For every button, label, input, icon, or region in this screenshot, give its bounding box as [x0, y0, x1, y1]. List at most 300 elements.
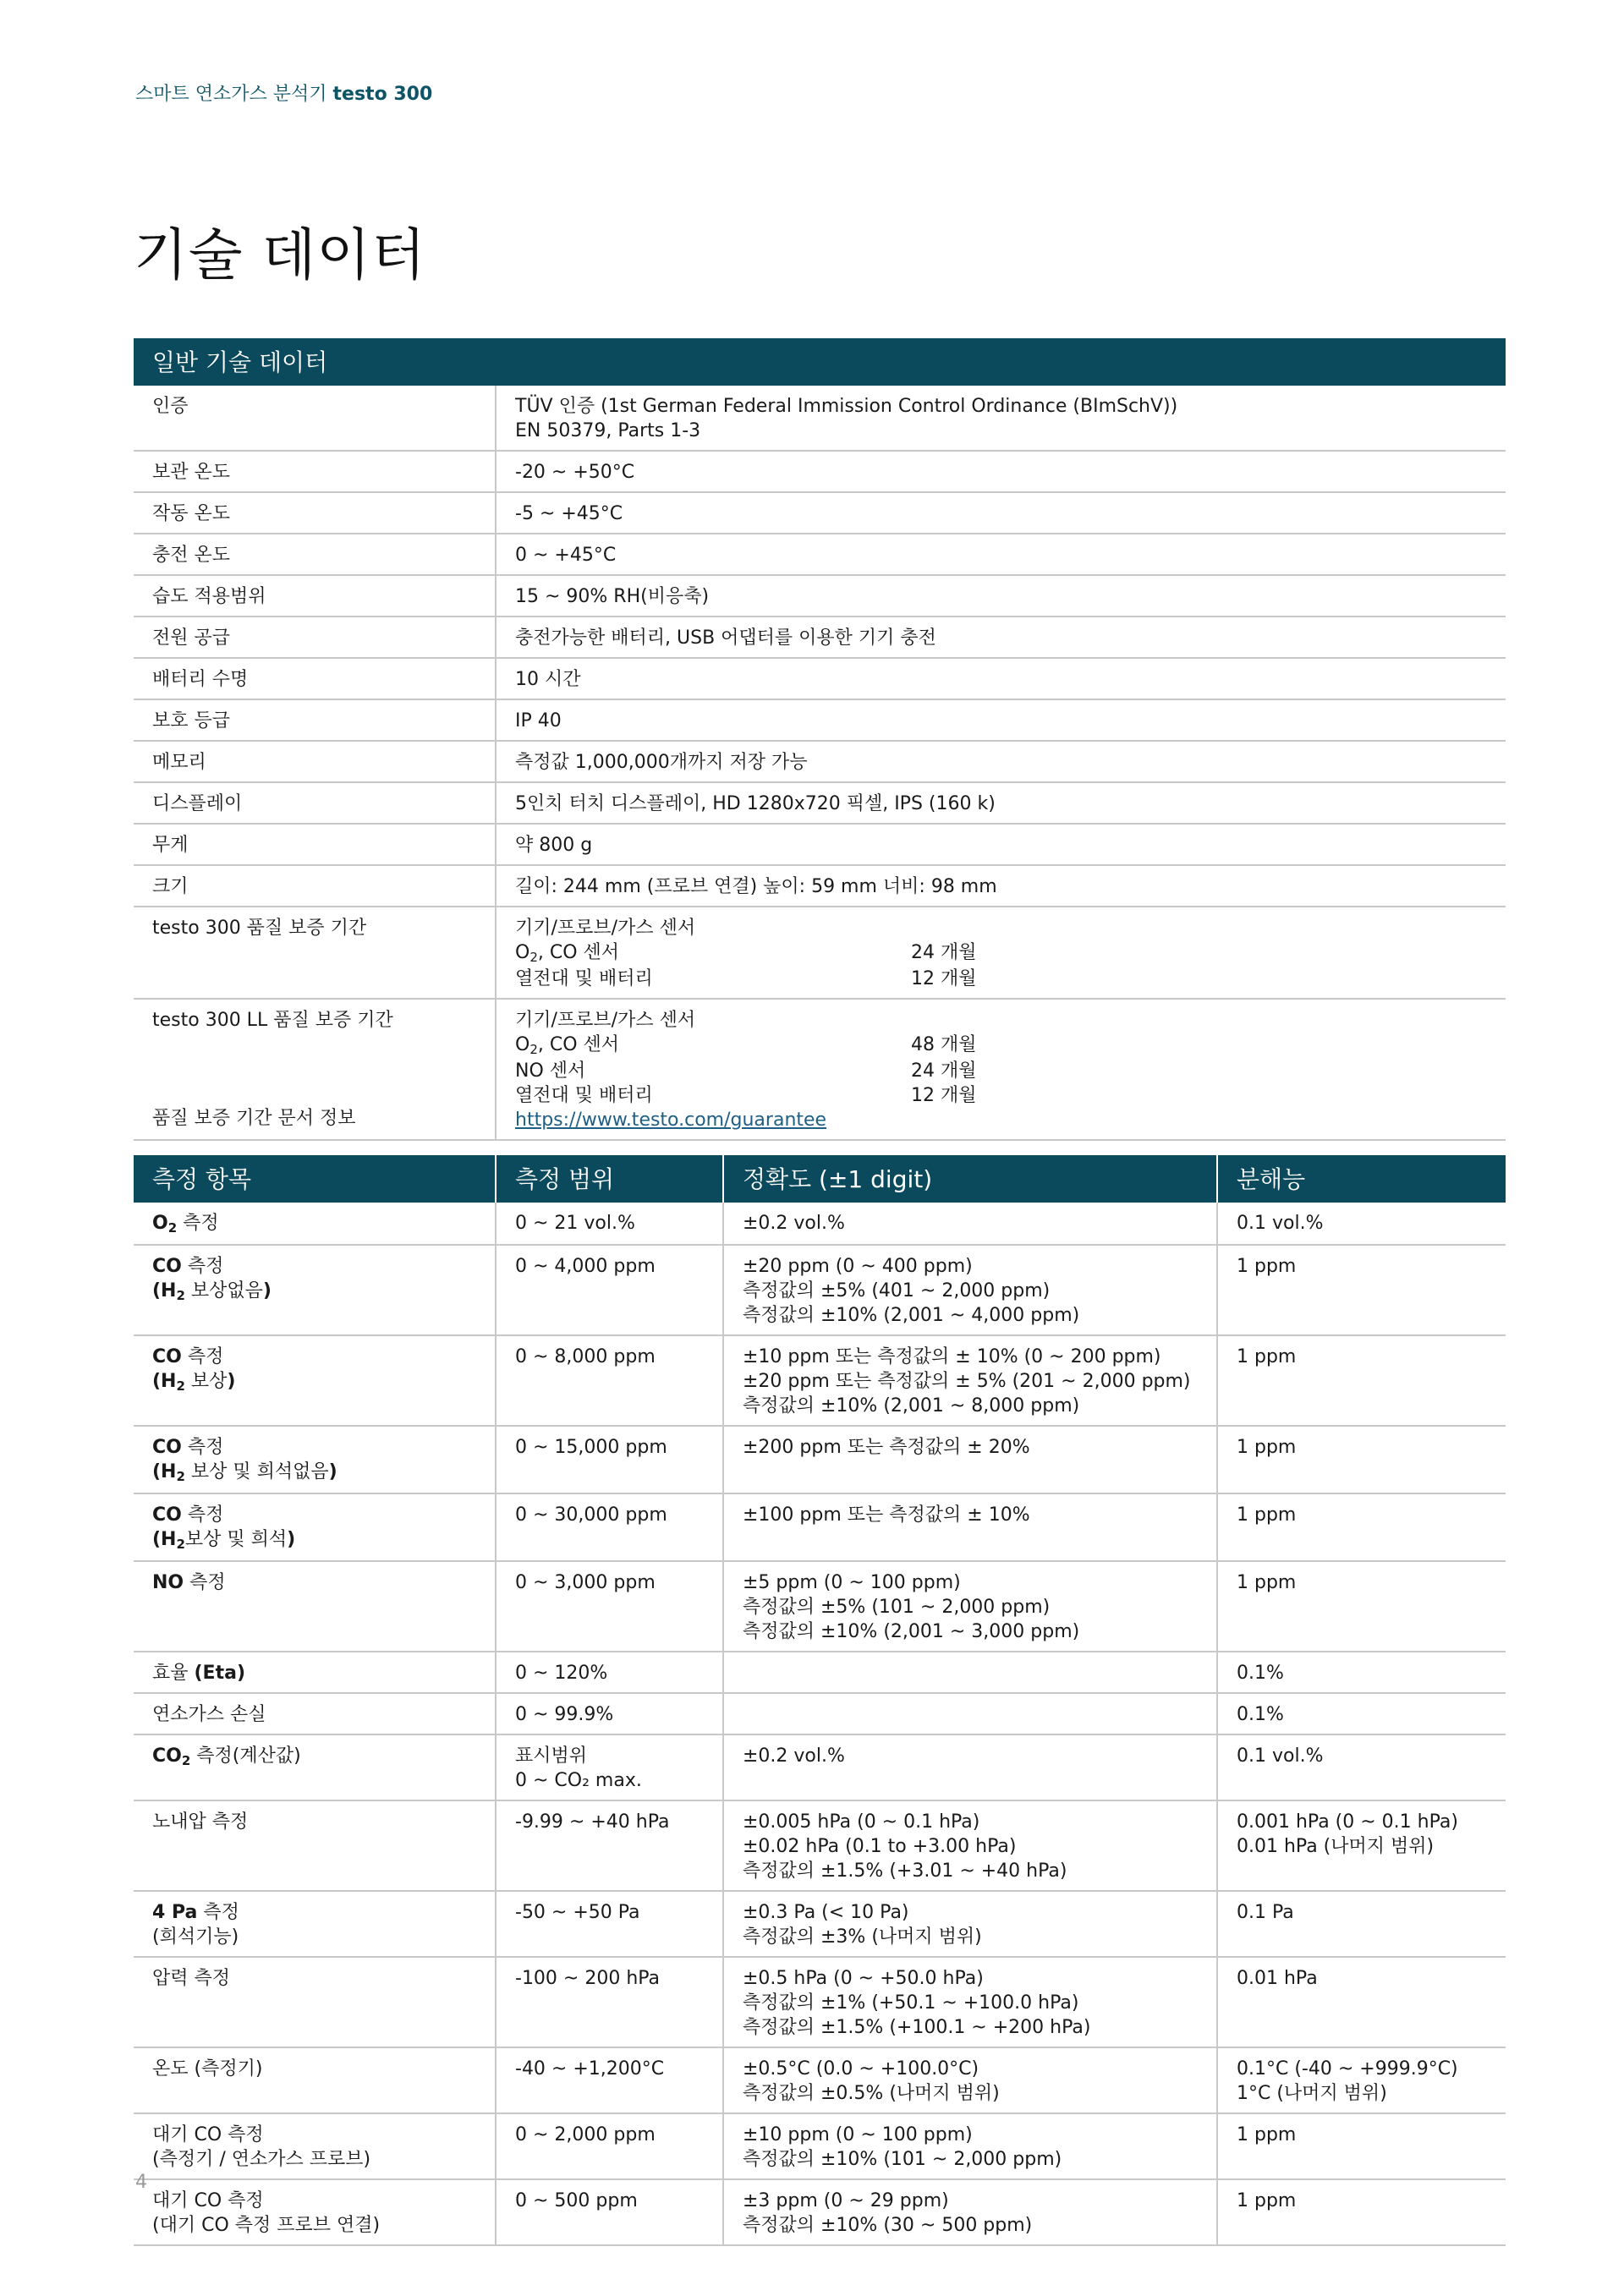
- spec-label: 크기: [134, 865, 496, 907]
- spec-value-line: 5인치 터치 디스플레이, HD 1280x720 픽셀, IPS (160 k): [515, 793, 996, 814]
- guarantee-link[interactable]: https://www.testo.com/guarantee: [515, 1110, 827, 1131]
- item-text: (대기 CO 측정 프로브 연결): [152, 2215, 381, 2236]
- measurement-range: [496, 1335, 723, 1426]
- item-text: 측정: [197, 1902, 239, 1923]
- measurement-item: [134, 1245, 496, 1335]
- accuracy-line: ±0.005 hPa (0 ~ 0.1 hPa): [743, 1811, 980, 1833]
- measurement-item: [134, 1734, 496, 1800]
- measurement-resolution: [1217, 1426, 1506, 1493]
- measurement-accuracy: [723, 1957, 1217, 2047]
- warranty-item-name: [515, 967, 911, 991]
- warranty-item-text: , CO 센서: [537, 1034, 620, 1055]
- warranty-item-period: 12 개월: [911, 968, 977, 989]
- item-line: [152, 1744, 486, 1770]
- item-bold: ): [328, 1461, 337, 1482]
- spec-label: 디스플레이: [134, 782, 496, 824]
- measurement-item: [134, 1800, 496, 1891]
- accuracy-line: ±0.02 hPa (0.1 to +3.00 hPa): [743, 1836, 1017, 1857]
- spec-row: [134, 782, 1506, 824]
- accuracy-line: 측정값의 ±0.5% (나머지 범위): [743, 2083, 1000, 2104]
- warranty-item: [515, 1059, 1497, 1083]
- warranty-heading: 기기/프로브/가스 센서: [515, 918, 696, 939]
- measurement-row: [134, 1957, 1506, 2047]
- spec-value: [496, 782, 1506, 824]
- measurement-row: [134, 1493, 1506, 1561]
- measurement-item: [134, 2113, 496, 2179]
- range-line: 0 ~ 3,000 ppm: [515, 1572, 656, 1593]
- measurement-accuracy: [723, 2179, 1217, 2245]
- page-title: 기술 데이터: [134, 222, 426, 288]
- spec-row: [134, 824, 1506, 865]
- spec-value-line: -20 ~ +50°C: [515, 462, 635, 483]
- measurement-item: [134, 1335, 496, 1426]
- warranty-item-period: 12 개월: [911, 1085, 977, 1106]
- accuracy-line: 측정값의 ±5% (401 ~ 2,000 ppm): [743, 1280, 1051, 1301]
- warranty-item-text: , CO 센서: [537, 942, 620, 963]
- item-bold: (H: [152, 1529, 177, 1550]
- item-text: 압력 측정: [152, 1968, 231, 1989]
- item-bold: (H: [152, 1280, 177, 1301]
- range-line: 0 ~ 30,000 ppm: [515, 1504, 667, 1526]
- measurement-item: [134, 2047, 496, 2113]
- spec-value: [496, 575, 1506, 616]
- range-line: 표시범위: [515, 1745, 588, 1767]
- measurement-resolution: [1217, 1203, 1506, 1245]
- accuracy-line: ±5 ppm (0 ~ 100 ppm): [743, 1572, 961, 1593]
- measurement-resolution: [1217, 1734, 1506, 1800]
- warranty-item-name: [515, 1033, 911, 1059]
- item-subscript: 2: [176, 1469, 185, 1484]
- spec-value: [496, 386, 1506, 451]
- accuracy-line: 측정값의 ±1.5% (+100.1 ~ +200 hPa): [743, 2017, 1091, 2038]
- measurement-range: [496, 1957, 723, 2047]
- measurement-resolution: [1217, 1493, 1506, 1561]
- measurement-range: [496, 2113, 723, 2179]
- accuracy-line: 측정값의 ±3% (나머지 범위): [743, 1926, 982, 1948]
- item-line: [152, 1702, 486, 1727]
- item-bold: (Eta): [194, 1663, 245, 1684]
- resolution-line: 1 ppm: [1237, 1256, 1297, 1277]
- spec-value-line: 측정값 1,000,000개까지 저장 가능: [515, 752, 808, 773]
- item-line: [152, 2123, 486, 2147]
- measurement-row: [134, 1335, 1506, 1426]
- measurement-range: [496, 1426, 723, 1493]
- page-number: 4: [135, 2172, 147, 2193]
- spec-label: 습도 적용범위: [134, 575, 496, 616]
- measurement-item: [134, 1426, 496, 1493]
- measurement-row: [134, 1693, 1506, 1734]
- range-line: -9.99 ~ +40 hPa: [515, 1811, 670, 1833]
- accuracy-line: ±3 ppm (0 ~ 29 ppm): [743, 2190, 949, 2211]
- measurement-accuracy: [723, 1203, 1217, 1245]
- spec-label: 메모리: [134, 741, 496, 782]
- measurement-row: [134, 1652, 1506, 1693]
- measurement-range: [496, 1245, 723, 1335]
- general-table-heading: 일반 기술 데이터: [134, 338, 1506, 386]
- spec-value-line: 충전가능한 배터리, USB 어댑터를 이용한 기기 충전: [515, 627, 936, 649]
- measurement-row: [134, 1426, 1506, 1493]
- item-text: 측정: [181, 1504, 224, 1526]
- item-text: (측정기 / 연소가스 프로브): [152, 2149, 371, 2170]
- measurement-range: [496, 1734, 723, 1800]
- spec-value: [496, 534, 1506, 575]
- spec-value: [496, 824, 1506, 865]
- item-text: 연소가스 손실: [152, 1704, 266, 1725]
- measurement-row: [134, 2113, 1506, 2179]
- item-text: 측정: [181, 1346, 224, 1367]
- item-line: [152, 2147, 486, 2172]
- item-line: [152, 1254, 486, 1279]
- spec-label: 전원 공급: [134, 616, 496, 658]
- warranty-label-cell: [134, 907, 496, 999]
- measurement-resolution: [1217, 2113, 1506, 2179]
- item-bold: ): [287, 1529, 296, 1550]
- accuracy-line: 측정값의 ±1% (+50.1 ~ +100.0 hPa): [743, 1992, 1079, 2014]
- spec-row: [134, 386, 1506, 451]
- measurement-resolution: [1217, 1335, 1506, 1426]
- accuracy-line: ±10 ppm 또는 측정값의 ± 10% (0 ~ 200 ppm): [743, 1346, 1161, 1367]
- measurement-accuracy: [723, 1800, 1217, 1891]
- spec-value-line: TÜV 인증 (1st German Federal Immission Control Ordinance (BImSchV)): [515, 396, 1178, 417]
- measurement-item: [134, 1493, 496, 1561]
- measurement-resolution: [1217, 2179, 1506, 2245]
- resolution-line: 0.1°C (-40 ~ +999.9°C): [1237, 2058, 1458, 2080]
- warranty-item: [515, 1083, 1497, 1108]
- spec-value: [496, 865, 1506, 907]
- measurement-row: [134, 1734, 1506, 1800]
- measurement-range: [496, 1891, 723, 1957]
- resolution-line: 0.001 hPa (0 ~ 0.1 hPa): [1237, 1811, 1458, 1833]
- item-bold: ): [227, 1371, 236, 1392]
- accuracy-line: ±0.3 Pa (< 10 Pa): [743, 1902, 909, 1923]
- measurement-resolution: [1217, 2047, 1506, 2113]
- warranty-value: [496, 999, 1506, 1140]
- range-line: 0 ~ 500 ppm: [515, 2190, 638, 2211]
- item-line: [152, 1925, 486, 1949]
- measurement-item: [134, 1203, 496, 1245]
- measurement-row: [134, 1203, 1506, 1245]
- item-bold: ): [262, 1280, 272, 1301]
- accuracy-line: 측정값의 ±10% (2,001 ~ 4,000 ppm): [743, 1305, 1080, 1326]
- item-line: [152, 1460, 486, 1486]
- header-prefix: 스마트 연소가스 분석기: [135, 84, 333, 105]
- item-subscript: 2: [176, 1537, 185, 1552]
- measurement-resolution: [1217, 1245, 1506, 1335]
- spec-label: 무게: [134, 824, 496, 865]
- measurement-item: [134, 1652, 496, 1693]
- resolution-line: 0.1 vol.%: [1237, 1745, 1324, 1767]
- range-line: 0 ~ 4,000 ppm: [515, 1256, 656, 1277]
- measurement-accuracy: [723, 1891, 1217, 1957]
- item-line: [152, 1661, 486, 1685]
- spec-value-line: EN 50379, Parts 1-3: [515, 420, 701, 441]
- spec-row: [134, 865, 1506, 907]
- spec-value: [496, 492, 1506, 534]
- measurement-resolution: [1217, 1652, 1506, 1693]
- resolution-line: 0.1%: [1237, 1704, 1284, 1725]
- spec-label: 배터리 수명: [134, 658, 496, 699]
- item-text: 보상 및 희석없음: [184, 1461, 329, 1482]
- spec-value: [496, 741, 1506, 782]
- measurement-accuracy: [723, 2113, 1217, 2179]
- measurement-row: [134, 1561, 1506, 1652]
- item-text: 보상 및 희석: [184, 1529, 288, 1550]
- spacer: [152, 1033, 486, 1057]
- range-line: 0 ~ 8,000 ppm: [515, 1346, 656, 1367]
- item-subscript: 2: [176, 1288, 185, 1303]
- spec-value: [496, 699, 1506, 741]
- item-line: [152, 2189, 486, 2213]
- measurement-accuracy: [723, 1426, 1217, 1493]
- accuracy-line: ±20 ppm 또는 측정값의 ± 5% (201 ~ 2,000 ppm): [743, 1371, 1191, 1392]
- range-line: -40 ~ +1,200°C: [515, 2058, 665, 2080]
- range-line: 0 ~ 15,000 ppm: [515, 1437, 667, 1458]
- spec-value-line: IP 40: [515, 710, 562, 732]
- item-line: [152, 2213, 486, 2238]
- spec-row: [134, 699, 1506, 741]
- warranty-item: [515, 1033, 1497, 1059]
- column-header-item: 측정 항목: [134, 1155, 496, 1203]
- header-product: testo 300: [332, 84, 433, 105]
- item-line: [152, 1966, 486, 1991]
- spec-row: [134, 534, 1506, 575]
- spec-label: 보관 온도: [134, 451, 496, 492]
- spec-value-line: 10 시간: [515, 669, 581, 690]
- resolution-line: 1 ppm: [1237, 1437, 1297, 1458]
- item-text: 측정: [181, 1256, 224, 1277]
- spec-row: [134, 658, 1506, 699]
- resolution-line: 1 ppm: [1237, 1504, 1297, 1526]
- accuracy-line: ±0.2 vol.%: [743, 1213, 845, 1234]
- range-line: 0 ~ CO₂ max.: [515, 1770, 642, 1791]
- measurement-row: [134, 2047, 1506, 2113]
- resolution-line: 0.1 Pa: [1237, 1902, 1294, 1923]
- accuracy-line: ±10 ppm (0 ~ 100 ppm): [743, 2124, 973, 2145]
- chem-subscript: 2: [529, 1042, 538, 1057]
- item-line: [152, 1900, 486, 1925]
- measurement-range: [496, 1652, 723, 1693]
- measurement-resolution: [1217, 1561, 1506, 1652]
- accuracy-line: ±200 ppm 또는 측정값의 ± 20%: [743, 1437, 1030, 1458]
- measurement-accuracy: [723, 1693, 1217, 1734]
- accuracy-line: 측정값의 ±10% (30 ~ 500 ppm): [743, 2215, 1033, 2236]
- spec-label: 작동 온도: [134, 492, 496, 534]
- resolution-line: 1 ppm: [1237, 1572, 1297, 1593]
- measurement-resolution: [1217, 1957, 1506, 2047]
- spec-value: [496, 616, 1506, 658]
- warranty-item-text: 열전대 및 배터리: [515, 968, 653, 989]
- item-bold: CO: [152, 1437, 182, 1458]
- accuracy-line: ±0.2 vol.%: [743, 1745, 845, 1767]
- spec-value-line: 길이: 244 mm (프로브 연결) 높이: 59 mm 너비: 98 mm: [515, 876, 997, 897]
- accuracy-line: ±0.5°C (0.0 ~ +100.0°C): [743, 2058, 979, 2080]
- measurement-row: [134, 1245, 1506, 1335]
- item-line: [152, 1279, 486, 1305]
- measurement-spec-table: [134, 1155, 1506, 2246]
- item-text: 노내압 측정: [152, 1811, 249, 1833]
- column-header-accuracy: 정확도 (±1 digit): [723, 1155, 1217, 1203]
- accuracy-line: ±100 ppm 또는 측정값의 ± 10%: [743, 1504, 1030, 1526]
- range-line: 0 ~ 99.9%: [515, 1704, 614, 1725]
- spec-label: 보호 등급: [134, 699, 496, 741]
- measurement-range: [496, 1493, 723, 1561]
- warranty-item-text: 열전대 및 배터리: [515, 1085, 653, 1106]
- accuracy-line: ±0.5 hPa (0 ~ +50.0 hPa): [743, 1968, 984, 1989]
- warranty-item-period: 48 개월: [911, 1034, 977, 1055]
- item-text: 측정(계산값): [190, 1745, 301, 1767]
- warranty-item-name: [515, 1059, 911, 1083]
- measurement-accuracy: [723, 1734, 1217, 1800]
- item-line: [152, 1527, 486, 1553]
- warranty-item-period: 24 개월: [911, 1060, 977, 1082]
- item-line: [152, 1570, 486, 1595]
- warranty-value: [496, 907, 1506, 999]
- item-text: 대기 CO 측정: [152, 2124, 264, 2145]
- measurement-accuracy: [723, 1652, 1217, 1693]
- spacer: [152, 1057, 486, 1082]
- item-text: 보상없음: [184, 1280, 263, 1301]
- item-bold: CO: [152, 1346, 182, 1367]
- warranty-doc-label: 품질 보증 기간 문서 정보: [152, 1108, 356, 1129]
- spec-row: [134, 616, 1506, 658]
- resolution-line: 1 ppm: [1237, 1346, 1297, 1367]
- warranty-heading: 기기/프로브/가스 센서: [515, 1010, 696, 1031]
- item-bold: 4 Pa: [152, 1902, 198, 1923]
- item-line: [152, 1369, 486, 1395]
- spec-label: 충전 온도: [134, 534, 496, 575]
- range-line: 0 ~ 21 vol.%: [515, 1213, 635, 1234]
- measurement-range: [496, 1203, 723, 1245]
- item-bold: CO: [152, 1504, 182, 1526]
- resolution-line: 0.01 hPa: [1237, 1968, 1318, 1989]
- warranty-item-name: [515, 1083, 911, 1108]
- measurement-item: [134, 1693, 496, 1734]
- warranty-row: [134, 999, 1506, 1140]
- item-line: [152, 1345, 486, 1369]
- spec-row: [134, 741, 1506, 782]
- accuracy-line: 측정값의 ±10% (2,001 ~ 3,000 ppm): [743, 1621, 1080, 1642]
- item-line: [152, 2057, 486, 2081]
- item-text: 보상: [184, 1371, 228, 1392]
- item-text: 온도 (측정기): [152, 2058, 263, 2080]
- warranty-item: [515, 967, 1497, 991]
- measurement-row: [134, 2179, 1506, 2245]
- measurement-accuracy: [723, 1493, 1217, 1561]
- resolution-line: 1 ppm: [1237, 2124, 1297, 2145]
- item-text: (희석기능): [152, 1926, 239, 1948]
- spec-value: [496, 451, 1506, 492]
- warranty-item-period: 24 개월: [911, 942, 977, 963]
- spec-label: 인증: [134, 386, 496, 451]
- item-line: [152, 1435, 486, 1460]
- item-text: 효율: [152, 1663, 195, 1684]
- accuracy-line: 측정값의 ±10% (2,001 ~ 8,000 ppm): [743, 1395, 1080, 1417]
- spacer: [152, 1082, 486, 1106]
- range-line: -50 ~ +50 Pa: [515, 1902, 640, 1923]
- spec-row: [134, 451, 1506, 492]
- measurement-item: [134, 1957, 496, 2047]
- warranty-label-cell: [134, 999, 496, 1140]
- item-bold: (H: [152, 1371, 177, 1392]
- item-line: [152, 1211, 486, 1237]
- measurement-resolution: [1217, 1891, 1506, 1957]
- item-bold: NO: [152, 1572, 184, 1593]
- measurement-accuracy: [723, 1245, 1217, 1335]
- item-text: 대기 CO 측정: [152, 2190, 264, 2211]
- measurement-accuracy: [723, 1335, 1217, 1426]
- resolution-line: 0.1%: [1237, 1663, 1284, 1684]
- range-line: 0 ~ 120%: [515, 1663, 608, 1684]
- chem-subscript: 2: [529, 950, 538, 965]
- column-header-range: 측정 범위: [496, 1155, 723, 1203]
- document-header: [135, 79, 432, 106]
- item-text: 측정: [177, 1213, 219, 1234]
- item-bold: (H: [152, 1461, 177, 1482]
- warranty-item-name: [515, 940, 911, 967]
- spec-value-line: -5 ~ +45°C: [515, 503, 623, 524]
- measurement-range: [496, 2047, 723, 2113]
- warranty-item-text: NO 센서: [515, 1060, 586, 1082]
- item-text: 측정: [184, 1572, 226, 1593]
- warranty-item: [515, 940, 1497, 967]
- measurement-range: [496, 1800, 723, 1891]
- item-text: 측정: [181, 1437, 224, 1458]
- accuracy-line: 측정값의 ±5% (101 ~ 2,000 ppm): [743, 1597, 1051, 1618]
- spec-row: [134, 492, 1506, 534]
- column-header-resolution: 분해능: [1217, 1155, 1506, 1203]
- resolution-line: 0.01 hPa (나머지 범위): [1237, 1836, 1435, 1857]
- resolution-line: 1°C (나머지 범위): [1237, 2083, 1387, 2104]
- item-subscript: 2: [167, 1220, 178, 1236]
- measurement-resolution: [1217, 1800, 1506, 1891]
- spec-value: [496, 658, 1506, 699]
- spec-value-line: 15 ~ 90% RH(비응축): [515, 586, 710, 607]
- range-line: 0 ~ 2,000 ppm: [515, 2124, 656, 2145]
- resolution-line: 1 ppm: [1237, 2190, 1297, 2211]
- warranty-row: [134, 907, 1506, 999]
- measurement-accuracy: [723, 1561, 1217, 1652]
- item-bold: O: [152, 1213, 168, 1234]
- measurement-item: [134, 1891, 496, 1957]
- item-line: [152, 1503, 486, 1527]
- item-line: [152, 1810, 486, 1834]
- accuracy-line: ±20 ppm (0 ~ 400 ppm): [743, 1256, 973, 1277]
- chem-symbol: O: [515, 942, 530, 963]
- warranty-label: testo 300 품질 보증 기간: [152, 918, 367, 939]
- warranty-label: testo 300 LL 품질 보증 기간: [152, 1010, 393, 1031]
- item-subscript: 2: [181, 1753, 191, 1768]
- accuracy-line: 측정값의 ±10% (101 ~ 2,000 ppm): [743, 2149, 1062, 2170]
- spec-value-line: 0 ~ +45°C: [515, 545, 617, 566]
- measurement-item: [134, 2179, 496, 2245]
- measurement-range: [496, 1693, 723, 1734]
- measurement-range: [496, 2179, 723, 2245]
- item-subscript: 2: [176, 1378, 185, 1394]
- item-bold: CO: [152, 1256, 182, 1277]
- measurement-resolution: [1217, 1693, 1506, 1734]
- chem-symbol: O: [515, 1034, 530, 1055]
- resolution-line: 0.1 vol.%: [1237, 1213, 1324, 1234]
- general-spec-table: [134, 338, 1506, 1141]
- accuracy-line: 측정값의 ±1.5% (+3.01 ~ +40 hPa): [743, 1860, 1067, 1882]
- spec-row: [134, 575, 1506, 616]
- measurement-accuracy: [723, 2047, 1217, 2113]
- measurement-row: [134, 1891, 1506, 1957]
- item-bold: CO: [152, 1745, 182, 1767]
- spec-value-line: 약 800 g: [515, 835, 593, 856]
- measurement-range: [496, 1561, 723, 1652]
- range-line: -100 ~ 200 hPa: [515, 1968, 661, 1989]
